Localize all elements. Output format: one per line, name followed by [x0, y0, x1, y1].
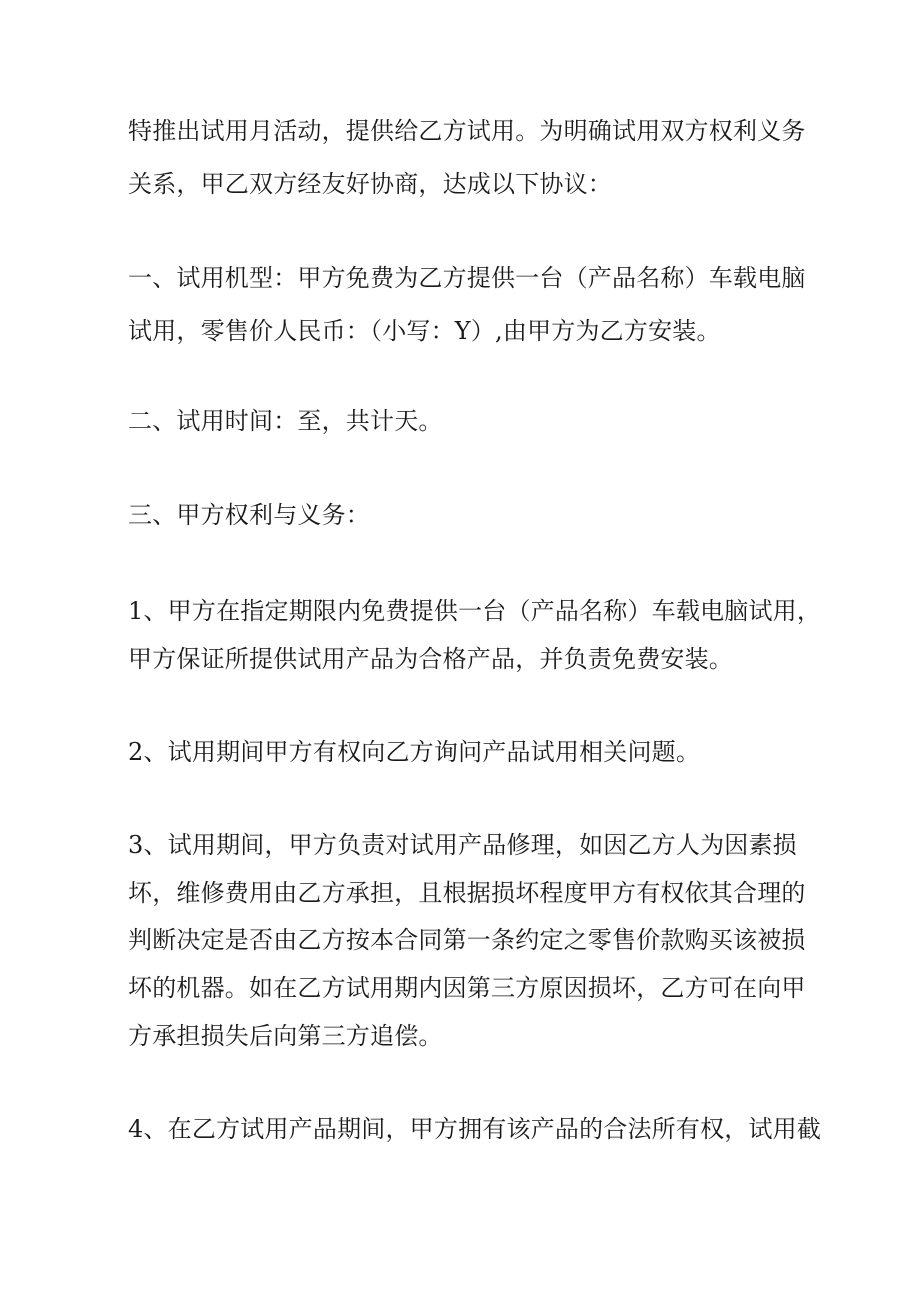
- clause-3-heading: 三、甲方权利与义务：: [128, 501, 370, 529]
- item-3-line-1: 3、试用期间，甲方负责对试用产品修理，如因乙方人为因素损: [128, 831, 797, 859]
- item-3-line-3: 判断决定是否由乙方按本合同第一条约定之零售价款购买该被损: [128, 926, 806, 954]
- clause-2-line-1: 二、试用时间：至，共计天。: [128, 407, 443, 435]
- item-1-line-2: 甲方保证所提供试用产品为合格产品，并负责免费安装。: [128, 645, 733, 673]
- item-3-line-5: 方承担损失后向第三方追偿。: [128, 1022, 443, 1050]
- item-3-line-4: 坏的机器。如在乙方试用期内因第三方原因损坏，乙方可在向甲: [128, 974, 806, 1002]
- paragraph-intro-line-1: 特推出试用月活动，提供给乙方试用。为明确试用双方权利义务: [128, 117, 806, 145]
- clause-1-line-1: 一、试用机型：甲方免费为乙方提供一台（产品名称）车载电脑: [128, 264, 806, 292]
- clause-1-line-2: 试用，零售价人民币：（小写：Y）,由甲方为乙方安装。: [128, 317, 721, 345]
- item-1-line-1: 1、甲方在指定期限内免费提供一台（产品名称）车载电脑试用，: [128, 597, 822, 625]
- item-4-line-1: 4、在乙方试用产品期间，甲方拥有该产品的合法所有权，试用截: [128, 1115, 822, 1143]
- item-3-line-2: 坏，维修费用由乙方承担，且根据损坏程度甲方有权依其合理的: [128, 879, 806, 907]
- paragraph-intro-line-2: 关系，甲乙双方经友好协商，达成以下协议：: [128, 170, 612, 198]
- item-2-line-1: 2、试用期间甲方有权向乙方询问产品试用相关问题。: [128, 738, 701, 766]
